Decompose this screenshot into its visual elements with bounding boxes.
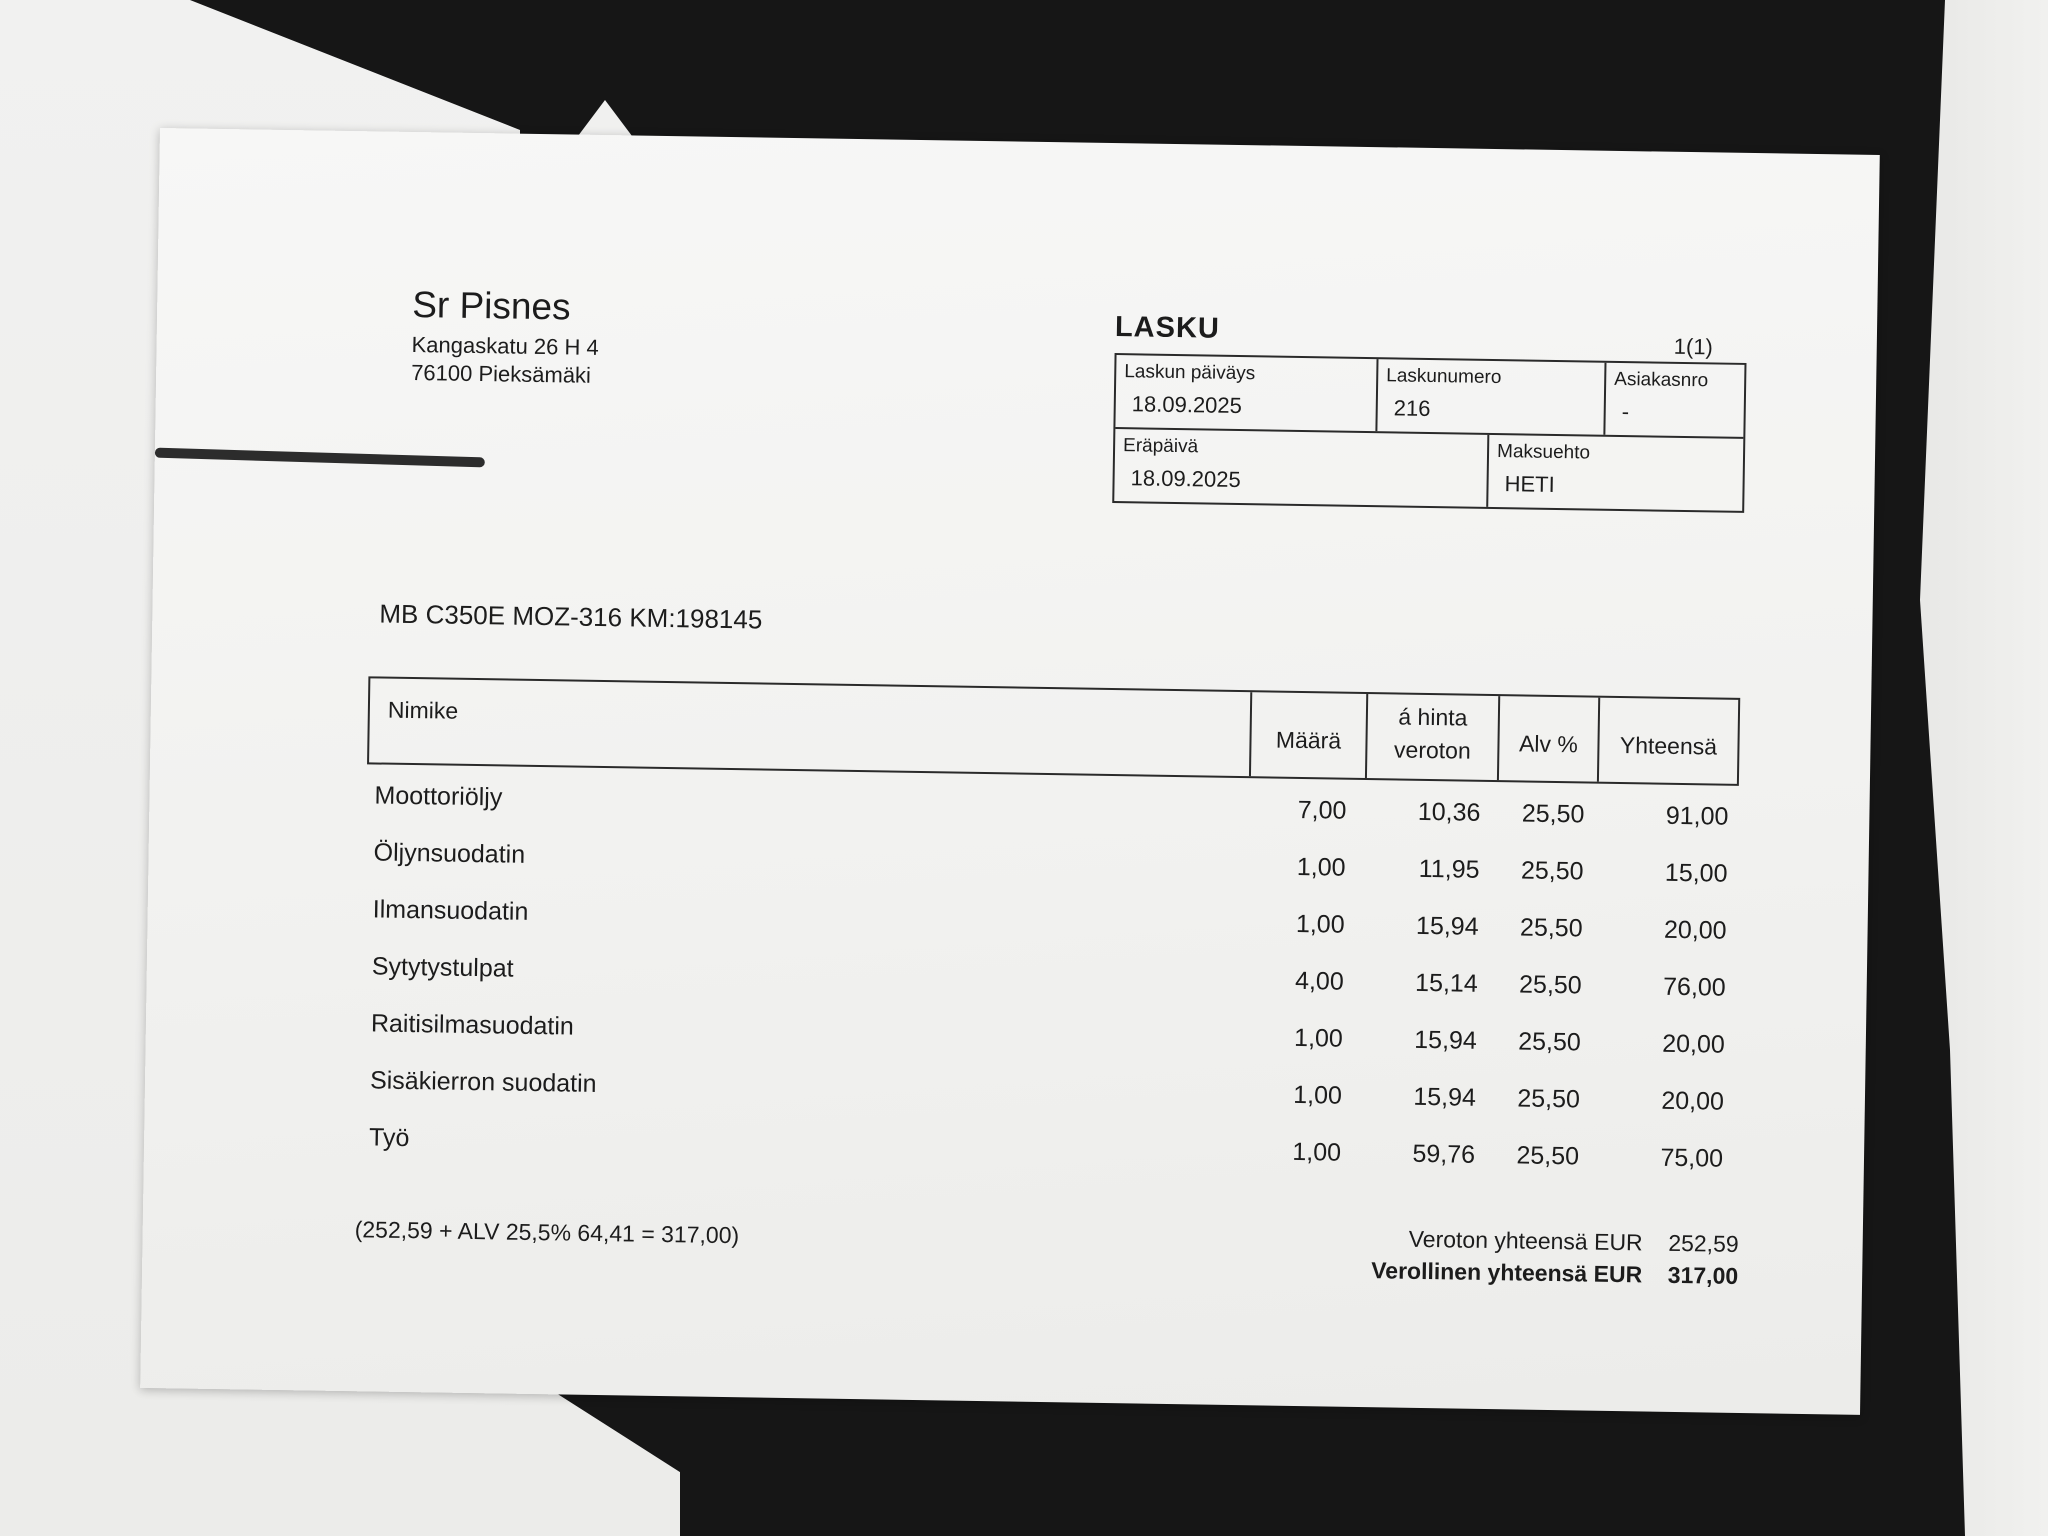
item-quantity: 1,00 [1292,1137,1342,1167]
page-indicator: 1(1) [1673,333,1714,360]
item-vat: 25,50 [1520,856,1584,886]
item-total: 20,00 [1663,915,1727,945]
item-vat: 25,50 [1516,1141,1580,1171]
redaction-mark [155,448,485,468]
item-quantity: 1,00 [1293,1023,1344,1053]
item-name: Sytytystulpat [371,952,514,983]
item-quantity: 7,00 [1297,795,1347,825]
item-quantity: 1,00 [1296,852,1346,882]
document-title: LASKU [1114,311,1221,345]
table-row [364,895,1736,957]
invoice-date-value: 18.09.2025 [1131,391,1243,419]
item-quantity: 1,00 [1293,1080,1343,1110]
vat-note: (252,59 + ALV 25,5% 64,41 = 317,00) [354,1216,740,1249]
item-name: Ilmansuodatin [372,895,529,926]
net-total-value: 252,59 [1668,1229,1739,1257]
gross-total-value: 317,00 [1667,1261,1739,1289]
invoice-date-cell [1115,355,1376,431]
header-quantity: Määrä [1249,692,1366,778]
item-total: 20,00 [1662,1029,1726,1059]
customer-number-label: Asiakasnro [1614,368,1709,392]
item-unit-price: 10,36 [1417,797,1481,827]
item-total: 91,00 [1665,801,1729,831]
item-total: 20,00 [1661,1086,1725,1116]
item-name: Moottoriöljy [374,781,503,812]
payment-terms-cell [1486,435,1743,511]
item-unit-price: 11,95 [1418,854,1480,884]
vehicle-info: MB C350E MOZ-316 KM:198145 [379,598,763,635]
due-date-value: 18.09.2025 [1130,465,1241,493]
background-paper-right [1920,0,2048,1536]
item-unit-price: 15,94 [1415,911,1479,941]
table-row [365,838,1737,900]
due-date-label: Eräpäivä [1122,435,1199,458]
gross-total-label: Verollinen yhteensä EUR [1371,1257,1643,1288]
due-date-cell [1114,429,1487,507]
item-total: 15,00 [1664,858,1728,888]
table-row [363,952,1735,1014]
table-row [362,1066,1734,1128]
net-total-label: Veroton yhteensä EUR [1408,1225,1643,1256]
header-item: Nimike [387,696,459,724]
item-vat: 25,50 [1521,799,1585,829]
item-unit-price: 59,76 [1412,1139,1476,1169]
payment-terms-value: HETI [1504,471,1555,497]
item-total: 76,00 [1662,972,1726,1002]
item-name: Raitisilmasuodatin [370,1009,575,1041]
item-name: Työ [368,1123,410,1153]
invoice-paper [140,128,1880,1415]
invoice-number-value: 216 [1393,395,1431,421]
item-quantity: 1,00 [1295,909,1345,939]
item-unit-price: 15,94 [1413,1082,1477,1112]
item-unit-price: 15,94 [1414,1025,1478,1055]
item-quantity: 4,00 [1294,966,1344,996]
item-vat: 25,50 [1518,970,1582,1000]
company-city: 76100 Pieksämäki [410,359,592,388]
info-row-top [1115,355,1744,439]
items-table-header [367,676,1740,786]
item-vat: 25,50 [1519,913,1583,943]
info-row-bottom [1114,429,1743,511]
payment-terms-label: Maksuehto [1496,441,1591,464]
customer-number-value: - [1621,398,1630,425]
table-row [361,1123,1733,1185]
company-street: Kangaskatu 26 H 4 [411,331,599,360]
header-vat: Alv % [1497,696,1598,782]
item-vat: 25,50 [1518,1027,1582,1057]
invoice-info-box [1112,353,1746,513]
item-name: Sisäkierron suodatin [369,1066,597,1098]
invoice-number-cell [1375,359,1604,435]
table-row [363,1009,1735,1071]
invoice-number-label: Laskunumero [1386,365,1502,389]
item-vat: 25,50 [1517,1084,1581,1114]
invoice-date-label: Laskun päiväys [1124,361,1256,385]
header-unit-price: á hinta veroton [1365,694,1498,780]
company-name: Sr Pisnes [411,283,571,328]
header-total: Yhteensä [1597,698,1738,784]
item-unit-price: 15,14 [1414,968,1478,998]
table-row [366,781,1738,843]
item-total: 75,00 [1660,1143,1724,1173]
item-name: Öljynsuodatin [373,838,526,869]
customer-number-cell [1603,363,1744,437]
